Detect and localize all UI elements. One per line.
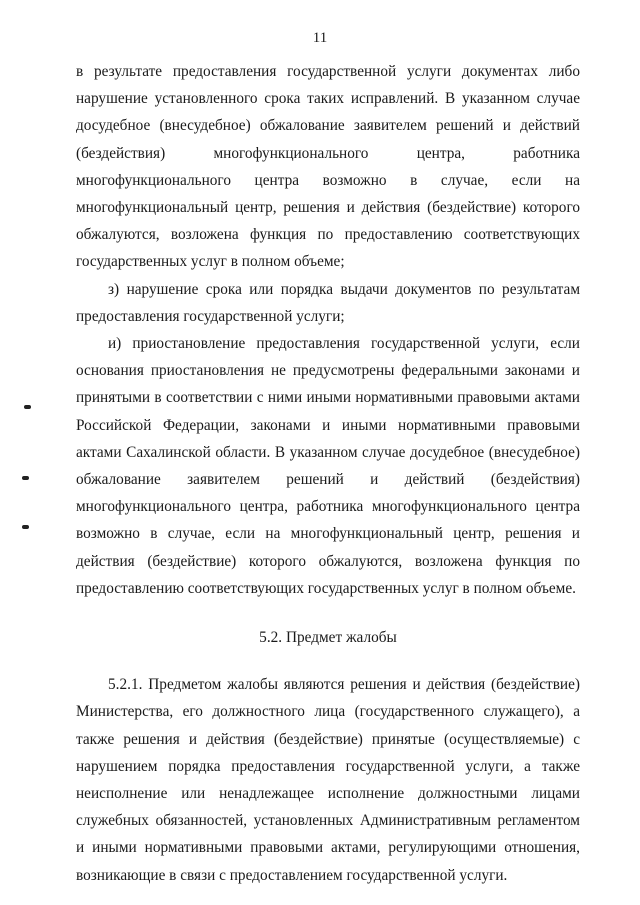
paragraph-item-i: и) приостановление предоставления государственной услуги, если основания приостановления не предусмотрены федеральными законами и принятыми в соответствии с ними иными нормативными правовыми актами Российской Федерации, законами и иными нормативными правовыми актами Сахалинской области. В указанном случае досудебное (внесудебное) обжалование заявителем решений и действий (бездействия) многофункционального центра, работника многофункционального центра возможно в случае, если на многофункциональный центр, решения и действия (бездействие) которого обжалуются, возложена функция по предоставлению соответствующих государственных услуг в полном объеме.: [76, 335, 580, 597]
paragraph-item-z: з) нарушение срока или порядка выдачи документов по результатам предоставления государственной услуги;: [76, 280, 580, 325]
section-heading: 5.2. Предмет жалобы: [259, 629, 397, 647]
page-number: 11: [312, 30, 328, 46]
margin-mark-icon: [24, 405, 31, 409]
margin-mark-icon: [22, 525, 29, 529]
margin-mark-icon: [22, 476, 29, 480]
document-body: [76, 58, 580, 889]
paragraph-5-2-1: 5.2.1. Предметом жалобы являются решения и действия (бездействие) Министерства, его должностного лица (государственного служащего), а также решения и действия (бездействие) принятые (осуществляемые) с нарушением порядка предоставления государственной услуги, а также неисполнение или ненадлежащее исполнение должностными лицами служебных обязанностей, установленных Административным регламентом и иными нормативными правовыми актами, регулирующими отношения, возникающие в связи с предоставлением государственной услуги.: [76, 676, 580, 884]
paragraph-continuation: в результате предоставления государственной услуги документах либо нарушение установленного срока таких исправлений. В указанном случае досудебное (внесудебное) обжалование заявителем решений и действий (бездействия) многофункционального центра, работника многофункционального центра возможно в случае, если на многофункциональный центр, решения и действия (бездействие) которого обжалуются, возложена функция по предоставлению соответствующих государственных услуг в полном объеме;: [76, 63, 580, 271]
